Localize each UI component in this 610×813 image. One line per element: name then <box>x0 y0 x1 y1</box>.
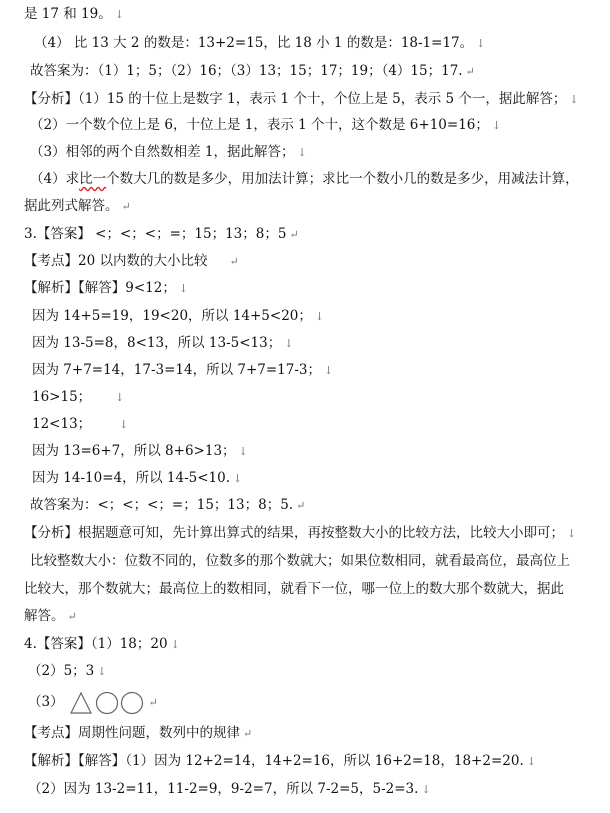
jiexi-4: 【解析】【解答】（1）因为 12+2=14，14+2=16，所以 16+2=18，18+2=20. ↓ <box>24 753 536 769</box>
circle-shape <box>96 692 117 713</box>
line-break-mark: ↓ <box>476 37 486 50</box>
text-line-21: 比较整数大小：位数不同的，位数多的那个数就大；如果位数相同，就看最高位，最高位上 <box>30 553 570 569</box>
line-break-mark: ↓ <box>233 472 243 485</box>
text-line-25: （2）5；3 ↓ <box>28 663 107 679</box>
line-break-mark: ↓ <box>297 146 307 159</box>
line-break-mark: ↓ <box>421 783 431 796</box>
spellcheck-underline: 比一 <box>79 171 107 187</box>
line-break-mark: ↓ <box>178 282 189 295</box>
shape-sequence-figure <box>70 691 146 715</box>
line-break-mark: ↓ <box>114 8 124 21</box>
paragraph-mark: ↵ <box>289 228 299 241</box>
answer-4-heading: 4.【答案】（1）18；20 ↓ <box>24 636 180 652</box>
text-line-18: 因为 14-10=4，所以 14-5<10. ↓ <box>32 470 243 486</box>
text-line-22: 比较大，那个数就大；最高位上的数相同，就看下一位，哪一位上的数大那个数就大，据此 <box>24 581 564 597</box>
shape-sequence <box>70 691 146 715</box>
answer-3-heading: 3.【答案】 <；<；<；=；15；13；8；5 ↵ <box>24 226 299 242</box>
line-break-mark: ↓ <box>567 527 577 540</box>
line-break-mark: ↓ <box>284 337 294 350</box>
text-line-6: （3）相邻的两个自然数相差 1，据此解答； ↓ <box>30 144 307 160</box>
line-break-mark: ↓ <box>569 93 579 106</box>
paragraph-mark: ↵ <box>121 200 131 213</box>
text-line-3: 故答案为：（1）1；5；（2）16；（3）13；15；17；19；（4）15；17. ↵ <box>30 63 475 79</box>
line-break-mark: ↓ <box>238 445 248 458</box>
text-line-14: 因为 7+7=14，17-3=14，所以 7+7=17-3； ↓ <box>32 362 334 378</box>
kaodian-3: 【考点】20 以内数的大小比较 ↵ <box>24 253 239 269</box>
line-break-mark: ↓ <box>97 665 107 678</box>
jiexi-3: 【解析】【解答】9<12； ↓ <box>24 280 189 296</box>
line-break-mark: ↓ <box>491 119 502 132</box>
paragraph-mark: ↵ <box>243 727 253 740</box>
text-line-19: 故答案为：<；<；<；=；15；13；8；5. ↵ <box>30 497 306 513</box>
text-line-23: 解答。 ↵ <box>24 608 77 624</box>
line-break-mark: ↓ <box>119 418 129 431</box>
text-line-16: 12<13； ↓ <box>32 416 129 432</box>
text-line-26: （3） ↵ <box>28 690 158 715</box>
line-break-mark: ↓ <box>324 364 334 377</box>
paragraph-mark: ↵ <box>148 696 158 709</box>
text-line-29: （2）因为 13-2=11，11-2=9，9-2=7，所以 7-2=5，5-2=3. ↓ <box>28 781 431 797</box>
text-line-15: 16>15； ↓ <box>32 389 125 405</box>
paragraph-mark: ↵ <box>465 65 475 78</box>
paragraph-mark: ↵ <box>67 610 77 623</box>
fenxi-3: 【分析】根据题意可知，先计算出算式的结果，再按整数大小的比较方法，比较大小即可； ↓ <box>24 525 577 541</box>
text-line-5: （2）一个数个位上是 6，十位上是 1，表示 1 个十，这个数是 6+10=16； ↓ <box>30 117 502 133</box>
triangle-shape <box>71 693 91 713</box>
line-break-mark: ↓ <box>526 755 536 768</box>
paragraph-mark: ↵ <box>296 499 306 512</box>
text-line-4: 【分析】（1）15 的十位上是数字 1，表示 1 个十，个位上是 5，表示 5 个一，据此解答； ↓ <box>24 91 579 107</box>
text-line-12: 因为 14+5=19，19<20，所以 14+5<20； ↓ <box>32 308 325 324</box>
text-line-7: （4）求比一个数大几的数是多少，用加法计算；求比一个数小几的数是多少，用减法计算， <box>30 171 579 187</box>
circle-shape <box>121 692 142 713</box>
text-line-2: （4） 比 13 大 2 的数是：13+2=15，比 18 小 1 的数是：18-1=17。 ↓ <box>34 35 486 51</box>
line-break-mark: ↓ <box>115 391 125 404</box>
text-line-8: 据此列式解答。 ↵ <box>24 198 131 214</box>
text-line-17: 因为 13=6+7，所以 8+6>13； ↓ <box>32 443 248 459</box>
text-line-1: 是 17 和 19。 ↓ <box>24 6 124 22</box>
kaodian-4: 【考点】周期性问题，数列中的规律 ↵ <box>24 725 253 741</box>
line-break-mark: ↓ <box>314 310 325 323</box>
line-break-mark: ↓ <box>170 638 180 651</box>
text-line-13: 因为 13-5=8，8<13，所以 13-5<13； ↓ <box>32 335 294 351</box>
paragraph-mark: ↵ <box>229 255 239 268</box>
